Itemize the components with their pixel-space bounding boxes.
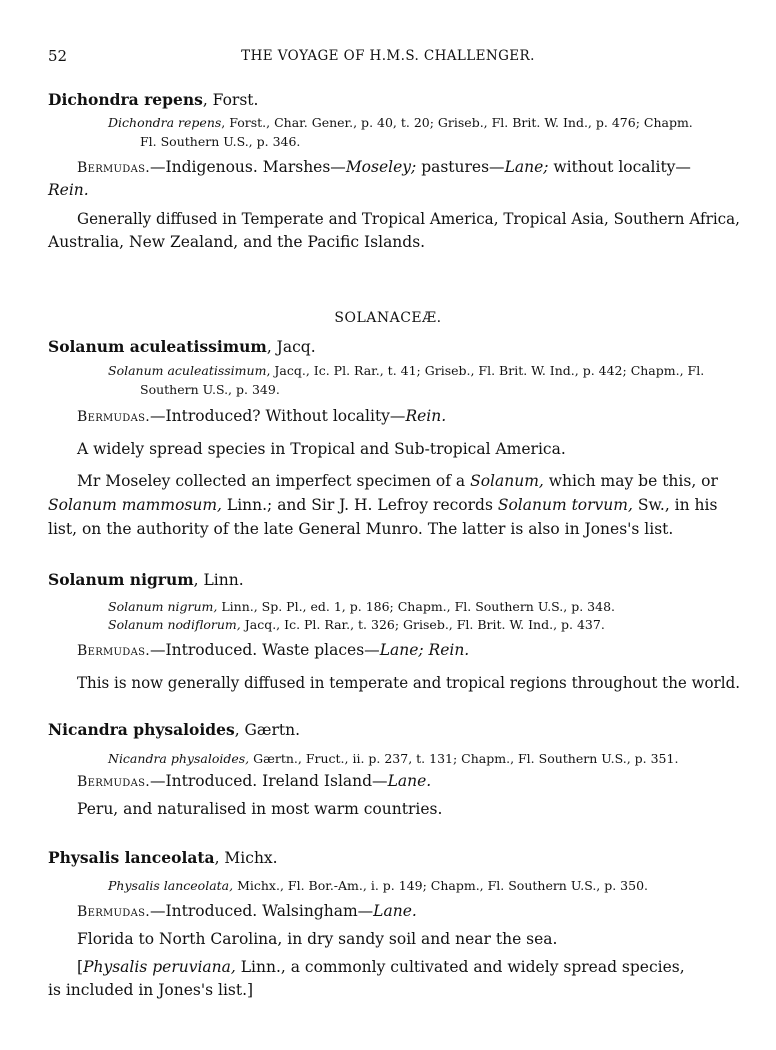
synonym-citation: Jacq., Ic. Pl. Rar., t. 326; Griseb., Fl. Brit. W. Ind., p. 437. [240,617,605,632]
collector: Rein. [48,181,89,199]
note-line [77,958,685,976]
synonym-name: Solanum nigrum, [108,599,218,614]
note-line [48,496,717,514]
locality-label: Bermudas. [77,643,151,659]
locality-text: pastures— [416,158,505,176]
species-heading-dichondra [48,90,258,109]
synonym-name: Nicandra physaloides, [108,751,250,766]
note-text: which may be this, or [543,472,718,490]
species-author: , Gærtn. [234,721,301,739]
running-head: THE VOYAGE OF H.M.S. CHALLENGER. [241,48,535,64]
locality-text: —Indigenous. Marshes— [150,158,346,176]
note-text: Sw., in his [632,496,718,514]
taxon-name: Solanum mammosum, [48,496,222,514]
synonymy-line [108,597,615,616]
species-name: Physalis lanceolata [48,848,215,867]
taxon-name: Solanum, [470,472,544,490]
note-line: is included in Jones's list.] [48,981,254,999]
synonymy-line [108,876,648,895]
locality-line [77,407,446,425]
locality-continuation [48,181,89,199]
species-author: , Michx. [214,849,278,867]
locality-label: Bermudas. [77,160,151,176]
collector: Moseley; [345,158,417,176]
species-name: Solanum nigrum [48,570,194,589]
note-text: Linn., a commonly cultivated and widely spread species, [235,958,685,976]
synonymy-line [108,749,678,768]
locality-text: —Introduced. Walsingham— [150,902,374,920]
locality-label: Bermudas. [77,774,151,790]
distribution-line: A widely spread species in Tropical and Sub-tropical America. [77,440,566,458]
note-line: list, on the authority of the late General Munro. The latter is also in Jones's list. [48,520,674,538]
note-line [77,472,718,490]
synonym-name: Physalis lanceolata, [108,878,234,893]
species-heading-physalis [48,848,278,867]
note-text: Linn.; and Sir J. H. Lefroy records [221,496,498,514]
collector: Lane; [504,158,549,176]
synonym-citation: Gærtn., Fruct., ii. p. 237, t. 131; Chapm., Fl. Southern U.S., p. 351. [249,751,679,766]
distribution-line: This is now generally diffused in temperate and tropical regions throughout the world. [77,674,741,692]
synonymy-line [108,615,605,634]
species-name: Dichondra repens [48,90,203,109]
locality-line [77,772,431,790]
synonymy-continuation: Southern U.S., p. 349. [140,382,280,397]
collector: Lane. [387,772,432,790]
species-heading-solanum-nigrum [48,570,244,589]
synonymy-line [108,113,693,132]
locality-label: Bermudas. [77,409,151,425]
synonym-citation: Linn., Sp. Pl., ed. 1, p. 186; Chapm., Fl. Southern U.S., p. 348. [217,599,615,614]
locality-text: —Introduced. Waste places— [150,641,380,659]
locality-text: —Introduced. Ireland Island— [150,772,388,790]
page-number: 52 [48,47,68,65]
distribution-line: Florida to North Carolina, in dry sandy soil and near the sea. [77,930,558,948]
synonym-citation: Michx., Fl. Bor.-Am., i. p. 149; Chapm., Fl. Southern U.S., p. 350. [233,878,649,893]
locality-line [77,158,691,176]
locality-line [77,641,469,659]
distribution-line: Generally diffused in Temperate and Tropical America, Tropical Asia, Southern Africa, [77,210,740,228]
distribution-line: Peru, and naturalised in most warm countries. [77,800,443,818]
synonym-citation: , Forst., Char. Gener., p. 40, t. 20; Griseb., Fl. Brit. W. Ind., p. 476; Chapm. [221,115,693,130]
species-name: Nicandra physaloides [48,720,235,739]
locality-text: —Introduced? Without locality— [150,407,406,425]
collector: Rein. [405,407,447,425]
species-author: , Linn. [193,571,244,589]
synonym-name: Solanum aculeatissimum [108,363,267,378]
family-heading: SOLANACEÆ. [334,310,442,326]
locality-text: without locality— [548,158,691,176]
species-author: , Forst. [202,91,259,109]
locality-line [77,902,417,920]
distribution-line: Australia, New Zealand, and the Pacific Islands. [48,233,426,251]
taxon-name: Solanum torvum, [497,496,633,514]
synonymy-line [108,361,704,380]
taxon-name: Physalis peruviana, [83,958,236,976]
note-text: Mr Moseley collected an imperfect specimen of a [77,472,471,490]
synonymy-continuation: Fl. Southern U.S., p. 346. [140,134,301,149]
synonym-citation: , Jacq., Ic. Pl. Rar., t. 41; Griseb., Fl. Brit. W. Ind., p. 442; Chapm., Fl. [266,363,705,378]
collector: Lane. [373,902,417,920]
species-heading-solanum-aculeatissimum [48,337,316,356]
species-heading-nicandra [48,720,300,739]
synonym-name: Dichondra repens [108,115,222,130]
locality-label: Bermudas. [77,904,151,920]
species-author: , Jacq. [266,338,316,356]
synonym-name: Solanum nodiflorum, [108,617,241,632]
collector: Lane; Rein. [379,641,470,659]
species-name: Solanum aculeatissimum [48,337,267,356]
note-text: [ [77,958,84,976]
